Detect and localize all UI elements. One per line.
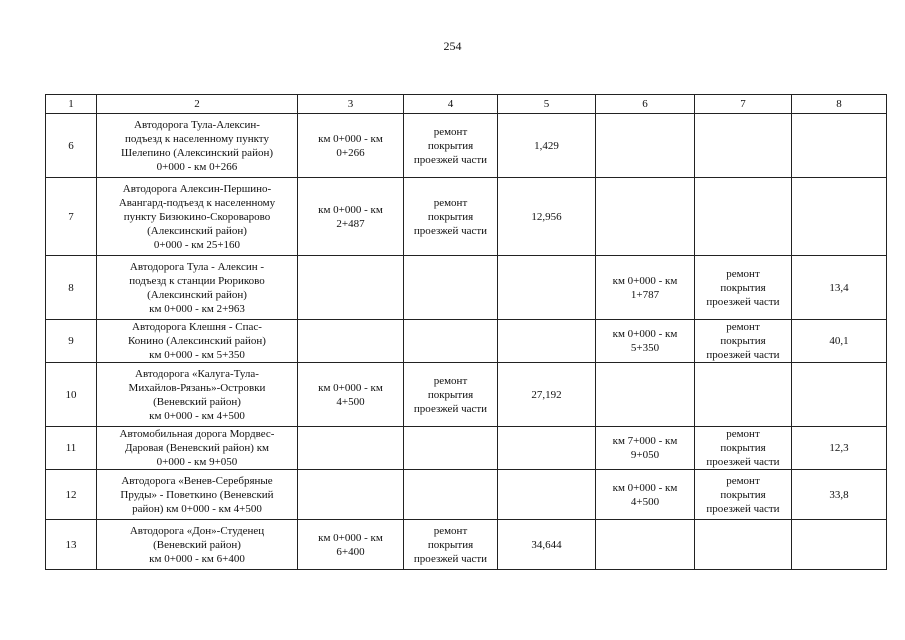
cell-line: покрытия xyxy=(720,281,766,294)
cell-line: Автодорога «Венев-Серебряные xyxy=(121,474,273,487)
table-row xyxy=(46,114,887,178)
cell-line: Автодорога Клешня - Спас- xyxy=(132,321,262,333)
actual-work-type-cell xyxy=(695,520,792,570)
row-number-cell xyxy=(46,520,97,570)
cell-line: км 0+000 - км 4+500 xyxy=(149,409,245,422)
cell-line: проезжей части xyxy=(413,224,488,237)
road-name-cell xyxy=(97,520,298,570)
column-header: 3 xyxy=(298,95,404,114)
cell-line: ремонт xyxy=(433,524,468,537)
cell-value: 34,644 xyxy=(531,538,562,551)
cell-value: 40,1 xyxy=(829,335,849,347)
cell-line: 0+000 - км 0+266 xyxy=(156,160,238,173)
cell-line: км 0+000 - км xyxy=(612,328,678,340)
actual-section-cell xyxy=(596,363,695,427)
cell-line: ремонт xyxy=(726,321,760,333)
cell-line: ремонт xyxy=(433,125,468,138)
cell-line: Шелепино (Алексинский район) xyxy=(120,146,274,159)
column-header: 2 xyxy=(97,95,298,114)
cell-line: км 0+000 - км 2+963 xyxy=(149,302,245,315)
cell-line: Конино (Алексинский район) xyxy=(128,335,266,347)
actual-work-type-cell xyxy=(695,427,792,470)
planned-work-type-cell xyxy=(404,520,498,570)
cell-value: 7 xyxy=(68,210,74,223)
cell-line: Автодорога «Дон»-Студенец xyxy=(129,524,265,537)
cell-line: подъезд к населенному пункту xyxy=(125,132,269,145)
cell-line: Автодорога Тула-Алексин- xyxy=(134,118,260,131)
road-name-cell xyxy=(97,114,298,178)
actual-section-cell xyxy=(596,256,695,320)
cell-line: Автодорога «Калуга-Тула- xyxy=(135,367,259,380)
actual-length-cell xyxy=(792,114,887,178)
planned-length-cell xyxy=(498,178,596,256)
road-repair-table xyxy=(45,94,887,570)
actual-section-cell xyxy=(596,114,695,178)
actual-length-cell xyxy=(792,320,887,363)
cell-value: 12 xyxy=(65,488,77,501)
cell-line: км 0+000 - км 6+400 xyxy=(149,552,245,565)
cell-value: 12,956 xyxy=(531,210,562,223)
cell-line: 4+500 xyxy=(336,395,365,408)
row-number-cell xyxy=(46,363,97,427)
column-header: 8 xyxy=(792,95,887,114)
cell-line: подъезд к станции Рюриково xyxy=(129,274,265,287)
column-header: 4 xyxy=(404,95,498,114)
actual-section-cell xyxy=(596,520,695,570)
cell-line: (Веневский район) xyxy=(153,538,241,551)
cell-line: покрытия xyxy=(427,538,474,551)
road-name-cell xyxy=(97,256,298,320)
cell-line: Михайлов-Рязань»-Островки xyxy=(128,381,266,394)
actual-length-cell xyxy=(792,178,887,256)
actual-section-cell xyxy=(596,427,695,470)
actual-work-type-cell xyxy=(695,363,792,427)
cell-line: км 0+000 - км xyxy=(318,381,383,394)
planned-work-type-cell xyxy=(404,427,498,470)
road-name-cell xyxy=(97,320,298,363)
cell-line: 1+787 xyxy=(630,288,660,301)
cell-value: 13 xyxy=(65,538,77,551)
header-row xyxy=(46,95,887,114)
cell-line: Автодорога Алексин-Першино- xyxy=(122,182,272,195)
planned-section-cell xyxy=(298,520,404,570)
cell-line: (Алексинский район) xyxy=(147,288,247,301)
actual-work-type-cell xyxy=(695,320,792,363)
cell-line: проезжей части xyxy=(706,349,780,361)
cell-value: 27,192 xyxy=(531,388,562,401)
row-number-cell xyxy=(46,178,97,256)
actual-work-type-cell xyxy=(695,256,792,320)
cell-line: Автомобильная дорога Мордвес- xyxy=(119,428,275,440)
planned-section-cell xyxy=(298,320,404,363)
cell-line: Автодорога Тула - Алексин - xyxy=(129,260,265,273)
cell-line: 0+266 xyxy=(336,146,365,159)
cell-value: 9 xyxy=(68,335,74,347)
table-row xyxy=(46,256,887,320)
cell-line: км 0+000 - км xyxy=(612,481,678,494)
cell-line: 6+400 xyxy=(336,545,365,558)
cell-line: проезжей части xyxy=(413,552,488,565)
cell-line: проезжей части xyxy=(706,456,780,468)
cell-line: км 0+000 - км 5+350 xyxy=(149,349,245,361)
cell-line: км 0+000 - км xyxy=(318,132,383,145)
planned-section-cell xyxy=(298,114,404,178)
table-row xyxy=(46,470,887,520)
table-row xyxy=(46,520,887,570)
row-number-cell xyxy=(46,470,97,520)
planned-work-type-cell xyxy=(404,178,498,256)
cell-line: ремонт xyxy=(433,374,468,387)
row-number-cell xyxy=(46,427,97,470)
actual-length-cell xyxy=(792,256,887,320)
actual-section-cell xyxy=(596,470,695,520)
cell-value: 13,4 xyxy=(829,281,849,294)
planned-length-cell xyxy=(498,427,596,470)
table-body xyxy=(46,114,887,570)
cell-line: Авангард-подъезд к населенному xyxy=(118,196,276,209)
planned-work-type-cell xyxy=(404,114,498,178)
cell-line: пункту Бизюкино-Скороварово xyxy=(123,210,271,223)
cell-line: проезжей части xyxy=(413,402,488,415)
cell-line: проезжей части xyxy=(413,153,488,166)
cell-line: км 0+000 - км xyxy=(612,274,678,287)
cell-value: 1,429 xyxy=(534,139,559,152)
planned-length-cell xyxy=(498,470,596,520)
planned-section-cell xyxy=(298,178,404,256)
planned-length-cell xyxy=(498,520,596,570)
cell-value: 33,8 xyxy=(829,488,849,501)
planned-section-cell xyxy=(298,470,404,520)
cell-line: ремонт xyxy=(726,267,760,280)
actual-section-cell xyxy=(596,178,695,256)
planned-length-cell xyxy=(498,363,596,427)
column-header: 6 xyxy=(596,95,695,114)
cell-value: 11 xyxy=(65,442,77,454)
page-number: 254 xyxy=(443,39,462,53)
cell-line: проезжей части xyxy=(706,502,780,515)
actual-section-cell xyxy=(596,320,695,363)
actual-length-cell xyxy=(792,520,887,570)
road-name-cell xyxy=(97,178,298,256)
cell-line: Даровая (Веневский район) км xyxy=(124,442,270,454)
table-row xyxy=(46,320,887,363)
cell-line: покрытия xyxy=(720,335,766,347)
planned-work-type-cell xyxy=(404,256,498,320)
cell-line: район) км 0+000 - км 4+500 xyxy=(132,502,262,515)
cell-value: 10 xyxy=(65,388,77,401)
cell-value: 12,3 xyxy=(829,442,849,454)
cell-line: (Веневский район) xyxy=(153,395,241,408)
cell-line: проезжей части xyxy=(706,295,780,308)
planned-work-type-cell xyxy=(404,470,498,520)
planned-work-type-cell xyxy=(404,320,498,363)
cell-line: 0+000 - км 9+050 xyxy=(156,456,238,468)
cell-line: ремонт xyxy=(726,474,760,487)
cell-line: 5+350 xyxy=(630,342,660,354)
planned-work-type-cell xyxy=(404,363,498,427)
cell-line: ремонт xyxy=(433,196,468,209)
cell-line: км 7+000 - км xyxy=(612,435,678,447)
actual-work-type-cell xyxy=(695,114,792,178)
cell-line: 4+500 xyxy=(630,495,660,508)
cell-line: покрытия xyxy=(427,388,474,401)
table-row xyxy=(46,363,887,427)
cell-line: покрытия xyxy=(427,210,474,223)
road-name-cell xyxy=(97,470,298,520)
cell-line: покрытия xyxy=(427,139,474,152)
actual-length-cell xyxy=(792,470,887,520)
planned-section-cell xyxy=(298,363,404,427)
cell-line: покрытия xyxy=(720,442,766,454)
row-number-cell xyxy=(46,114,97,178)
road-name-cell xyxy=(97,427,298,470)
actual-work-type-cell xyxy=(695,470,792,520)
planned-length-cell xyxy=(498,114,596,178)
cell-line: (Алексинский район) xyxy=(147,224,247,237)
actual-length-cell xyxy=(792,363,887,427)
cell-line: ремонт xyxy=(726,428,760,440)
column-header: 5 xyxy=(498,95,596,114)
cell-line: 2+487 xyxy=(336,217,365,230)
row-number-cell xyxy=(46,256,97,320)
cell-line: 9+050 xyxy=(630,449,660,461)
table-row xyxy=(46,178,887,256)
column-header: 1 xyxy=(46,95,97,114)
road-name-cell xyxy=(97,363,298,427)
planned-section-cell xyxy=(298,427,404,470)
planned-section-cell xyxy=(298,256,404,320)
actual-work-type-cell xyxy=(695,178,792,256)
table-row xyxy=(46,427,887,470)
cell-line: 0+000 - км 25+160 xyxy=(153,238,241,251)
cell-value: 8 xyxy=(68,281,74,294)
column-header: 7 xyxy=(695,95,792,114)
row-number-cell xyxy=(46,320,97,363)
cell-line: Пруды» - Поветкино (Веневский xyxy=(120,488,274,501)
actual-length-cell xyxy=(792,427,887,470)
planned-length-cell xyxy=(498,256,596,320)
planned-length-cell xyxy=(498,320,596,363)
cell-line: км 0+000 - км xyxy=(318,531,383,544)
cell-line: км 0+000 - км xyxy=(318,203,383,216)
cell-line: покрытия xyxy=(720,488,766,501)
cell-value: 6 xyxy=(68,139,74,152)
